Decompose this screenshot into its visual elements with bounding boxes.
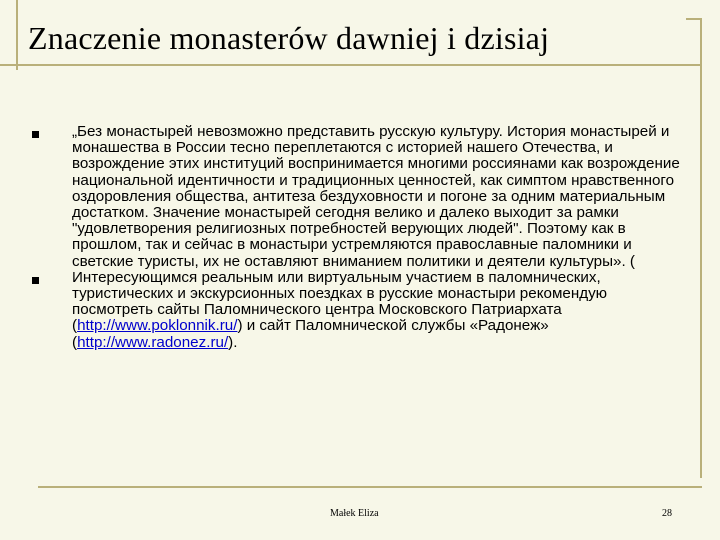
frame-line-right-cap	[686, 18, 702, 20]
square-bullet-icon	[32, 277, 39, 284]
bullet-text-middle: ) и сайт Паломнической службы «Радонеж» (	[72, 317, 549, 351]
bullet-text-after: ).	[228, 333, 238, 351]
bullet-text	[72, 270, 680, 351]
radonez-link[interactable]: http://www.radonez.ru/	[77, 333, 229, 351]
bullet-text: „Без монастырей невозможно представить русскую культуру. История монастырей и монашества в России тесно переплетаются с историей нашего Отечества, и возрождение этих институций воспринимается многими россиянами как возрождение национальной идентичности и традиционных ценностей, как симптом нравственного оздоровления общества, антитеза бездуховности и погоне за одним материальным достатком. Значение монастырей сегодня велико и далеко выходит за рамки "удовлетворения религиозных потребностей верующих людей". Поэтому как в прошлом, так и сейчас в монастыри устремляются православные паломники и светские туристы, их не оставляют вниманием политики и деятели культуры». (	[72, 123, 680, 270]
frame-line-right	[700, 18, 702, 478]
bullet-item-quote	[30, 124, 680, 270]
page-number: 28	[662, 508, 672, 519]
title-divider	[0, 64, 700, 66]
bullet-item-links	[30, 270, 680, 351]
slide-title: Znaczenie monasterów dawniej i dzisiaj	[28, 20, 550, 56]
frame-line-left	[16, 0, 18, 70]
bullet-list	[30, 124, 680, 351]
poklonnik-link[interactable]: http://www.poklonnik.ru/	[77, 317, 238, 335]
bullet-text-before: Интересующимся реальным или виртуальным участием в паломнических, туристических и экскурсионных поездках в русские монастыри рекомендую посмотреть сайты Паломнического центра Московского Патриархата (	[72, 268, 608, 335]
footer-author: Małek Eliza	[330, 508, 379, 519]
footer-divider	[38, 486, 702, 488]
square-bullet-icon	[32, 131, 39, 138]
